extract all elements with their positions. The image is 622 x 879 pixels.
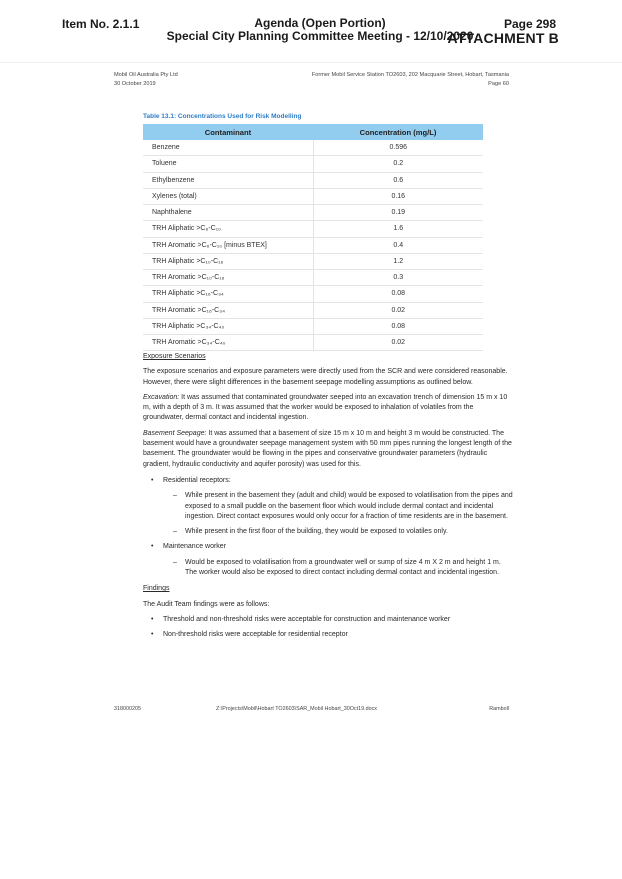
concentration-value: 0.2: [313, 156, 483, 172]
contaminant-name: TRH Aromatic >C₁₀-C₁₆: [143, 270, 313, 286]
table-header-row: [143, 124, 483, 140]
contaminant-name: TRH Aliphatic >C₁₀-C₁₆: [143, 253, 313, 269]
concentration-value: 0.08: [313, 286, 483, 302]
attachment-label: ATTACHMENT B: [447, 30, 559, 46]
doc-page-number: Page 60: [488, 81, 509, 87]
scan-divider: [0, 62, 622, 63]
concentration-value: 0.6: [313, 172, 483, 188]
list-item: [143, 558, 513, 579]
table-row: [143, 140, 483, 156]
table-row: [143, 335, 483, 351]
dash-icon: –: [173, 558, 177, 566]
exposure-intro: The exposure scenarios and exposure parameters were directly used from the SCR and were considered reasonable. However, there were slight differences in the basement seepage modelling assumptions as outlined below.: [143, 368, 508, 386]
concentration-table: [143, 124, 483, 351]
bullet-icon: •: [151, 476, 154, 484]
bullet-icon: •: [151, 615, 154, 623]
concentration-value: 0.16: [313, 188, 483, 204]
concentration-value: 0.08: [313, 318, 483, 334]
findings-intro: The Audit Team findings were as follows:: [143, 600, 270, 608]
site-name: Former Mobil Service Station TO2603, 202 Macquarie Street, Hobart, Tasmania: [311, 72, 509, 78]
table-row: [143, 156, 483, 172]
concentration-value: 0.19: [313, 205, 483, 221]
concentration-value: 0.02: [313, 302, 483, 318]
header-concentration: Concentration (mg/L): [313, 124, 483, 140]
doc-header-left: [114, 71, 178, 89]
excavation-paragraph: [143, 393, 513, 424]
contaminant-name: TRH Aromatic >C₆-C₁₀ [minus BTEX]: [143, 237, 313, 253]
basement-label: Basement Seepage:: [143, 429, 207, 437]
contaminant-name: TRH Aromatic >C₃₄-C₄₀: [143, 335, 313, 351]
residential-dash-2: While present in the first floor of the building, they would be exposed to volatiles only.: [185, 528, 448, 536]
list-item: [143, 630, 513, 640]
concentration-value: 0.3: [313, 270, 483, 286]
finding-2: Non-threshold risks were acceptable for residential receptor: [163, 631, 348, 639]
report-date: 30 October 2019: [114, 81, 156, 87]
contaminant-name: TRH Aliphatic >C₁₆-C₃₄: [143, 286, 313, 302]
list-item: [143, 542, 513, 552]
header-contaminant: Contaminant: [143, 124, 313, 140]
footer-number: 318000205: [114, 706, 141, 712]
concentration-value: 0.02: [313, 335, 483, 351]
findings-heading: Findings: [143, 585, 170, 593]
bullet-icon: •: [151, 631, 154, 639]
contaminant-name: TRH Aromatic >C₁₆-C₃₄: [143, 302, 313, 318]
contaminant-name: TRH Aliphatic >C₃₄-C₄₀: [143, 318, 313, 334]
basement-text: It was assumed that a basement of size 15 m x 10 m and height 3 m would be constructed. The basement would have a groundwater seepage management system with 50 mm pipes running the longest length of the basement. The groundwater would be flowing in the pipes and conservative groundwater parameters (hydraulic gradient, hydraulic conductivity and aquifer porosity) was used for this.: [143, 429, 512, 468]
table-row: [143, 302, 483, 318]
list-item: [143, 615, 513, 625]
table-row: [143, 237, 483, 253]
dash-icon: –: [173, 528, 177, 536]
excavation-label: Excavation:: [143, 393, 180, 401]
table-row: [143, 253, 483, 269]
footer-brand: Ramboll: [489, 706, 509, 712]
concentration-value: 0.596: [313, 140, 483, 156]
bullet-icon: •: [151, 543, 154, 551]
contaminant-name: Naphthalene: [143, 205, 313, 221]
contaminant-name: TRH Aliphatic >C₆-C₁₀: [143, 221, 313, 237]
exposure-heading: Exposure Scenarios: [143, 353, 206, 360]
contaminant-name: Xylenes (total): [143, 188, 313, 204]
list-item: [143, 527, 513, 537]
residential-receptors-label: Residential receptors:: [163, 476, 231, 484]
finding-1: Threshold and non-threshold risks were acceptable for construction and maintenance worker: [163, 615, 451, 623]
table-row: [143, 286, 483, 302]
maintenance-worker-label: Maintenance worker: [163, 543, 227, 551]
contaminant-name: Ethylbenzene: [143, 172, 313, 188]
concentration-value: 1.2: [313, 253, 483, 269]
table-row: [143, 221, 483, 237]
contaminant-name: Benzene: [143, 140, 313, 156]
table-row: [143, 205, 483, 221]
agenda-page-number: Page 298: [503, 17, 556, 31]
maintenance-dash-1: Would be exposed to volatilisation from a groundwater well or sump of size 4 m X 2 m and height 1 m. The worker would also be exposed to direct contact including dermal contact and incidental ingestion.: [185, 558, 501, 577]
agenda-title: [150, 17, 490, 43]
table-row: [143, 318, 483, 334]
exposure-section: [143, 352, 513, 641]
concentration-value: 1.6: [313, 221, 483, 237]
table-row: [143, 172, 483, 188]
dash-icon: –: [173, 492, 177, 500]
excavation-text: It was assumed that contaminated groundwater seeped into an excavation trench of dimension 15 m x 10 m, with a depth of 3 m. It was assumed that the worker would be exposed to inhalation of volatiles from the groundwater, dermal contact and incidental ingestion.: [143, 393, 508, 422]
contaminant-name: Toluene: [143, 156, 313, 172]
basement-paragraph: [143, 429, 513, 470]
concentration-value: 0.4: [313, 237, 483, 253]
residential-dash-1: While present in the basement they (adult and child) would be exposed to volatilisation from the pipes and exposed to a small puddle on the basement floor which would include dermal contact and incidental ingestion. Direct contact exposures would only occur for a fraction of time residents are in the basement.: [185, 492, 513, 520]
doc-header-right: [312, 71, 509, 89]
footer-path: Z:\Projects\Mobil\Hobart TO2603\SAR_Mobil Hobart_30Oct19.docx: [216, 706, 377, 712]
list-item: [143, 491, 513, 522]
list-item: [143, 476, 513, 486]
agenda-title-line2: Special City Planning Committee Meeting - 12/10/2020: [166, 29, 474, 43]
agenda-title-line1: Agenda (Open Portion): [254, 16, 386, 30]
agenda-item-number: Item No. 2.1.1: [62, 17, 140, 31]
table-title: Table 13.1: Concentrations Used for Risk Modelling: [143, 113, 302, 120]
table-row: [143, 270, 483, 286]
company-name: Mobil Oil Australia Pty Ltd: [114, 72, 178, 78]
table-row: [143, 188, 483, 204]
